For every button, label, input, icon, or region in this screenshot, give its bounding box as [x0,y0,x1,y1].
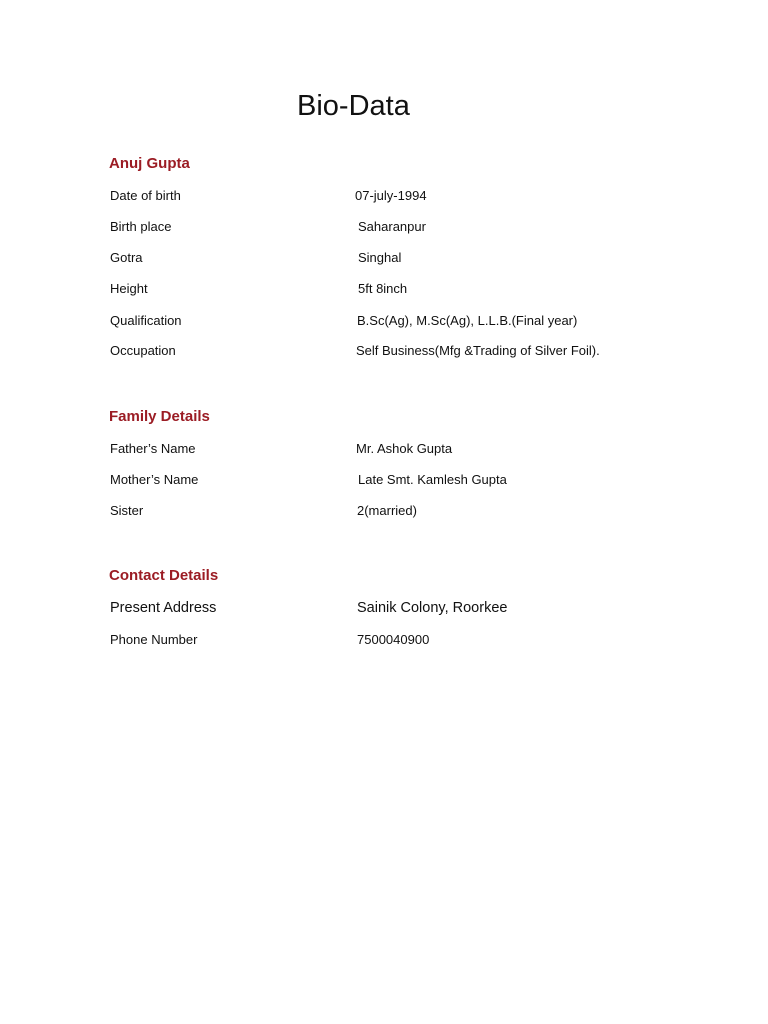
detail-row-date-of-birth [0,187,768,207]
detail-value: Mr. Ashok Gupta [356,441,453,456]
detail-label: Height [110,281,148,296]
detail-label: Occupation [110,343,176,358]
detail-row-qualification [0,312,768,332]
detail-row-present-address [0,599,768,619]
detail-value: B.Sc(Ag), M.Sc(Ag), L.L.B.(Final year) [357,313,578,328]
detail-label: Sister [110,503,144,518]
detail-label: Present Address [110,600,217,616]
detail-row-phone-number [0,631,768,651]
detail-label: Mother’s Name [110,472,199,487]
detail-value: Late Smt. Kamlesh Gupta [358,472,507,487]
detail-value: 07-july-1994 [355,188,427,203]
detail-label: Qualification [110,313,182,328]
detail-label: Phone Number [110,632,198,647]
detail-row-occupation [0,342,768,362]
detail-label: Gotra [110,250,143,265]
detail-value: Singhal [358,250,402,265]
section-heading-personal: Anuj Gupta [109,155,190,172]
detail-row-birth-place [0,218,768,238]
detail-label: Birth place [110,219,172,234]
detail-value: Sainik Colony, Roorkee [357,600,508,616]
detail-value: 7500040900 [357,632,430,647]
detail-row-height [0,280,768,300]
detail-value: Saharanpur [358,219,426,234]
detail-label: Date of birth [110,188,181,203]
detail-row-mothers-name [0,471,768,491]
detail-label: Father’s Name [110,441,196,456]
detail-row-fathers-name [0,440,768,460]
document-title: Bio-Data [297,90,410,122]
section-heading-family: Family Details [109,408,210,425]
detail-value: 5ft 8inch [358,281,408,296]
detail-row-sister [0,502,768,522]
detail-row-gotra [0,249,768,269]
section-heading-contact: Contact Details [109,567,219,584]
detail-value: Self Business(Mfg &Trading of Silver Foil). [356,343,600,358]
detail-value: 2(married) [357,503,417,518]
